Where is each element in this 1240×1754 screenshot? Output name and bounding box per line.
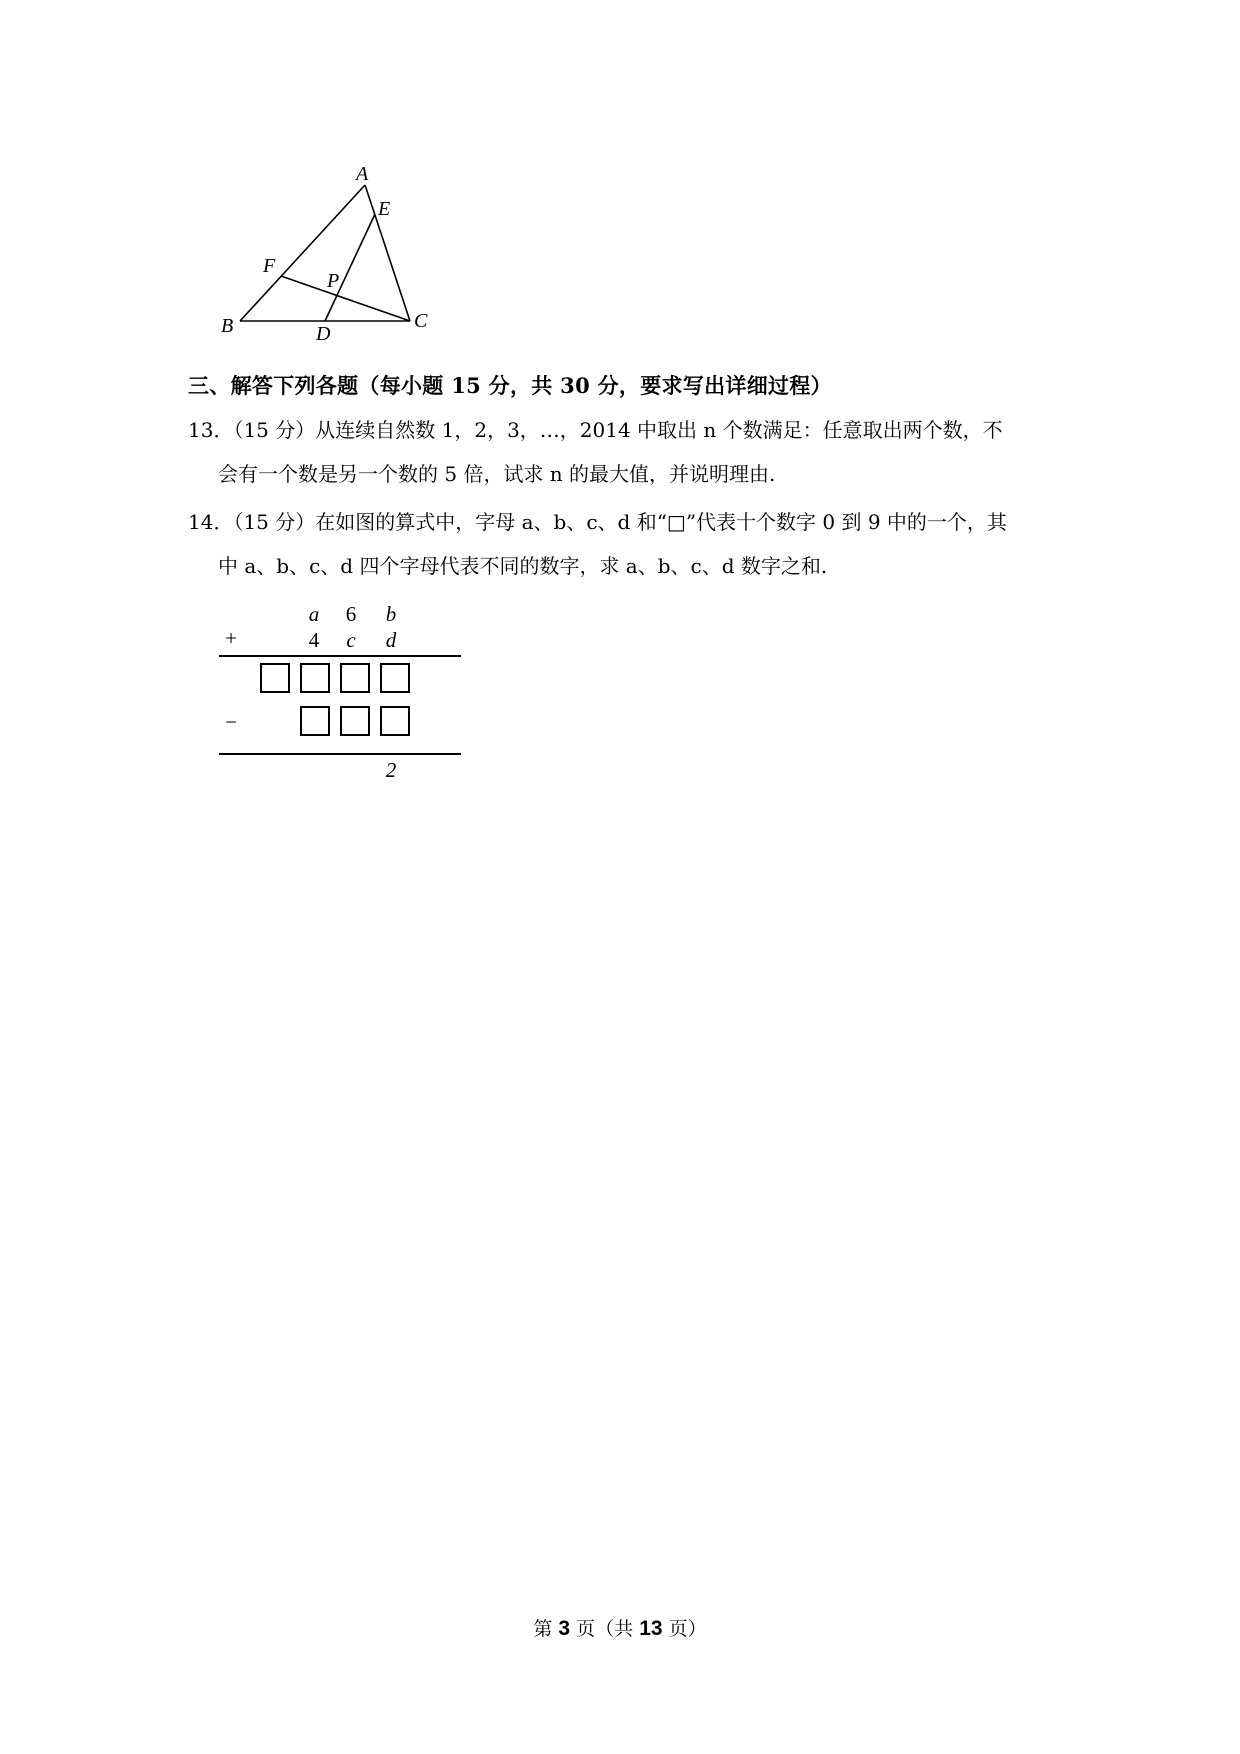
arithmetic-puzzle-figure — [215, 598, 465, 788]
blank-box — [340, 706, 370, 736]
problem-14-line-2: 中 a、b、c、d 四个字母代表不同的数字，求 a、b、c、d 数字之和. — [218, 554, 828, 578]
problem-13-line-1 — [188, 408, 1068, 452]
digit-b: b — [385, 602, 397, 626]
sum-line-2 — [219, 753, 461, 755]
blank-box — [300, 663, 330, 693]
page-footer — [0, 1614, 1240, 1641]
label-B: B — [221, 315, 234, 337]
section-heading: 三、解答下列各题（每小题 15 分，共 30 分，要求写出详细过程） — [188, 373, 832, 398]
digit-4: 4 — [308, 628, 320, 652]
blank-box — [260, 663, 290, 693]
footer-prefix: 第 — [533, 1618, 559, 1640]
problem-14-text-1: （15 分）在如图的算式中，字母 a、b、c、d 和“□”代表十个数字 0 到 9 中的一个，其 — [233, 510, 1007, 534]
triangle-diagram — [210, 160, 450, 345]
digit-d: d — [385, 628, 397, 652]
problem-14-line-1 — [188, 500, 1068, 544]
digit-a: a — [308, 602, 320, 626]
minus-sign: − — [225, 710, 237, 734]
label-D: D — [316, 323, 331, 345]
segment-AB — [240, 185, 365, 321]
sum-line-1 — [219, 655, 461, 657]
plus-sign: + — [225, 626, 237, 650]
digit-6: 6 — [345, 602, 357, 626]
problem-13-line-2: 会有一个数是另一个数的 5 倍，试求 n 的最大值，并说明理由. — [218, 462, 776, 486]
total-page-count: 13 — [639, 1617, 663, 1640]
problem-13-text-1: （15 分）从连续自然数 1，2，3，…，2014 中取出 n 个数满足：任意取出两个数，不 — [233, 418, 1003, 442]
label-E: E — [378, 198, 391, 220]
blank-box — [340, 663, 370, 693]
current-page-number: 3 — [558, 1617, 571, 1640]
label-F: F — [263, 255, 276, 277]
footer-suffix: 页） — [662, 1618, 707, 1640]
label-P: P — [327, 270, 340, 292]
result-digit: 2 — [385, 758, 397, 782]
triangle-figure — [210, 160, 450, 345]
problem-14-number: 14． — [188, 510, 234, 534]
problem-14 — [188, 500, 1068, 588]
digit-c: c — [346, 628, 356, 652]
footer-middle: 页（共 — [570, 1618, 640, 1640]
blank-box — [300, 706, 330, 736]
problem-13-number: 13． — [188, 418, 234, 442]
blank-box — [380, 706, 410, 736]
label-C: C — [414, 310, 428, 332]
blank-box — [380, 663, 410, 693]
segment-DE — [325, 214, 375, 321]
problem-13 — [188, 408, 1068, 496]
segment-FC — [281, 276, 410, 321]
label-A: A — [356, 163, 369, 185]
